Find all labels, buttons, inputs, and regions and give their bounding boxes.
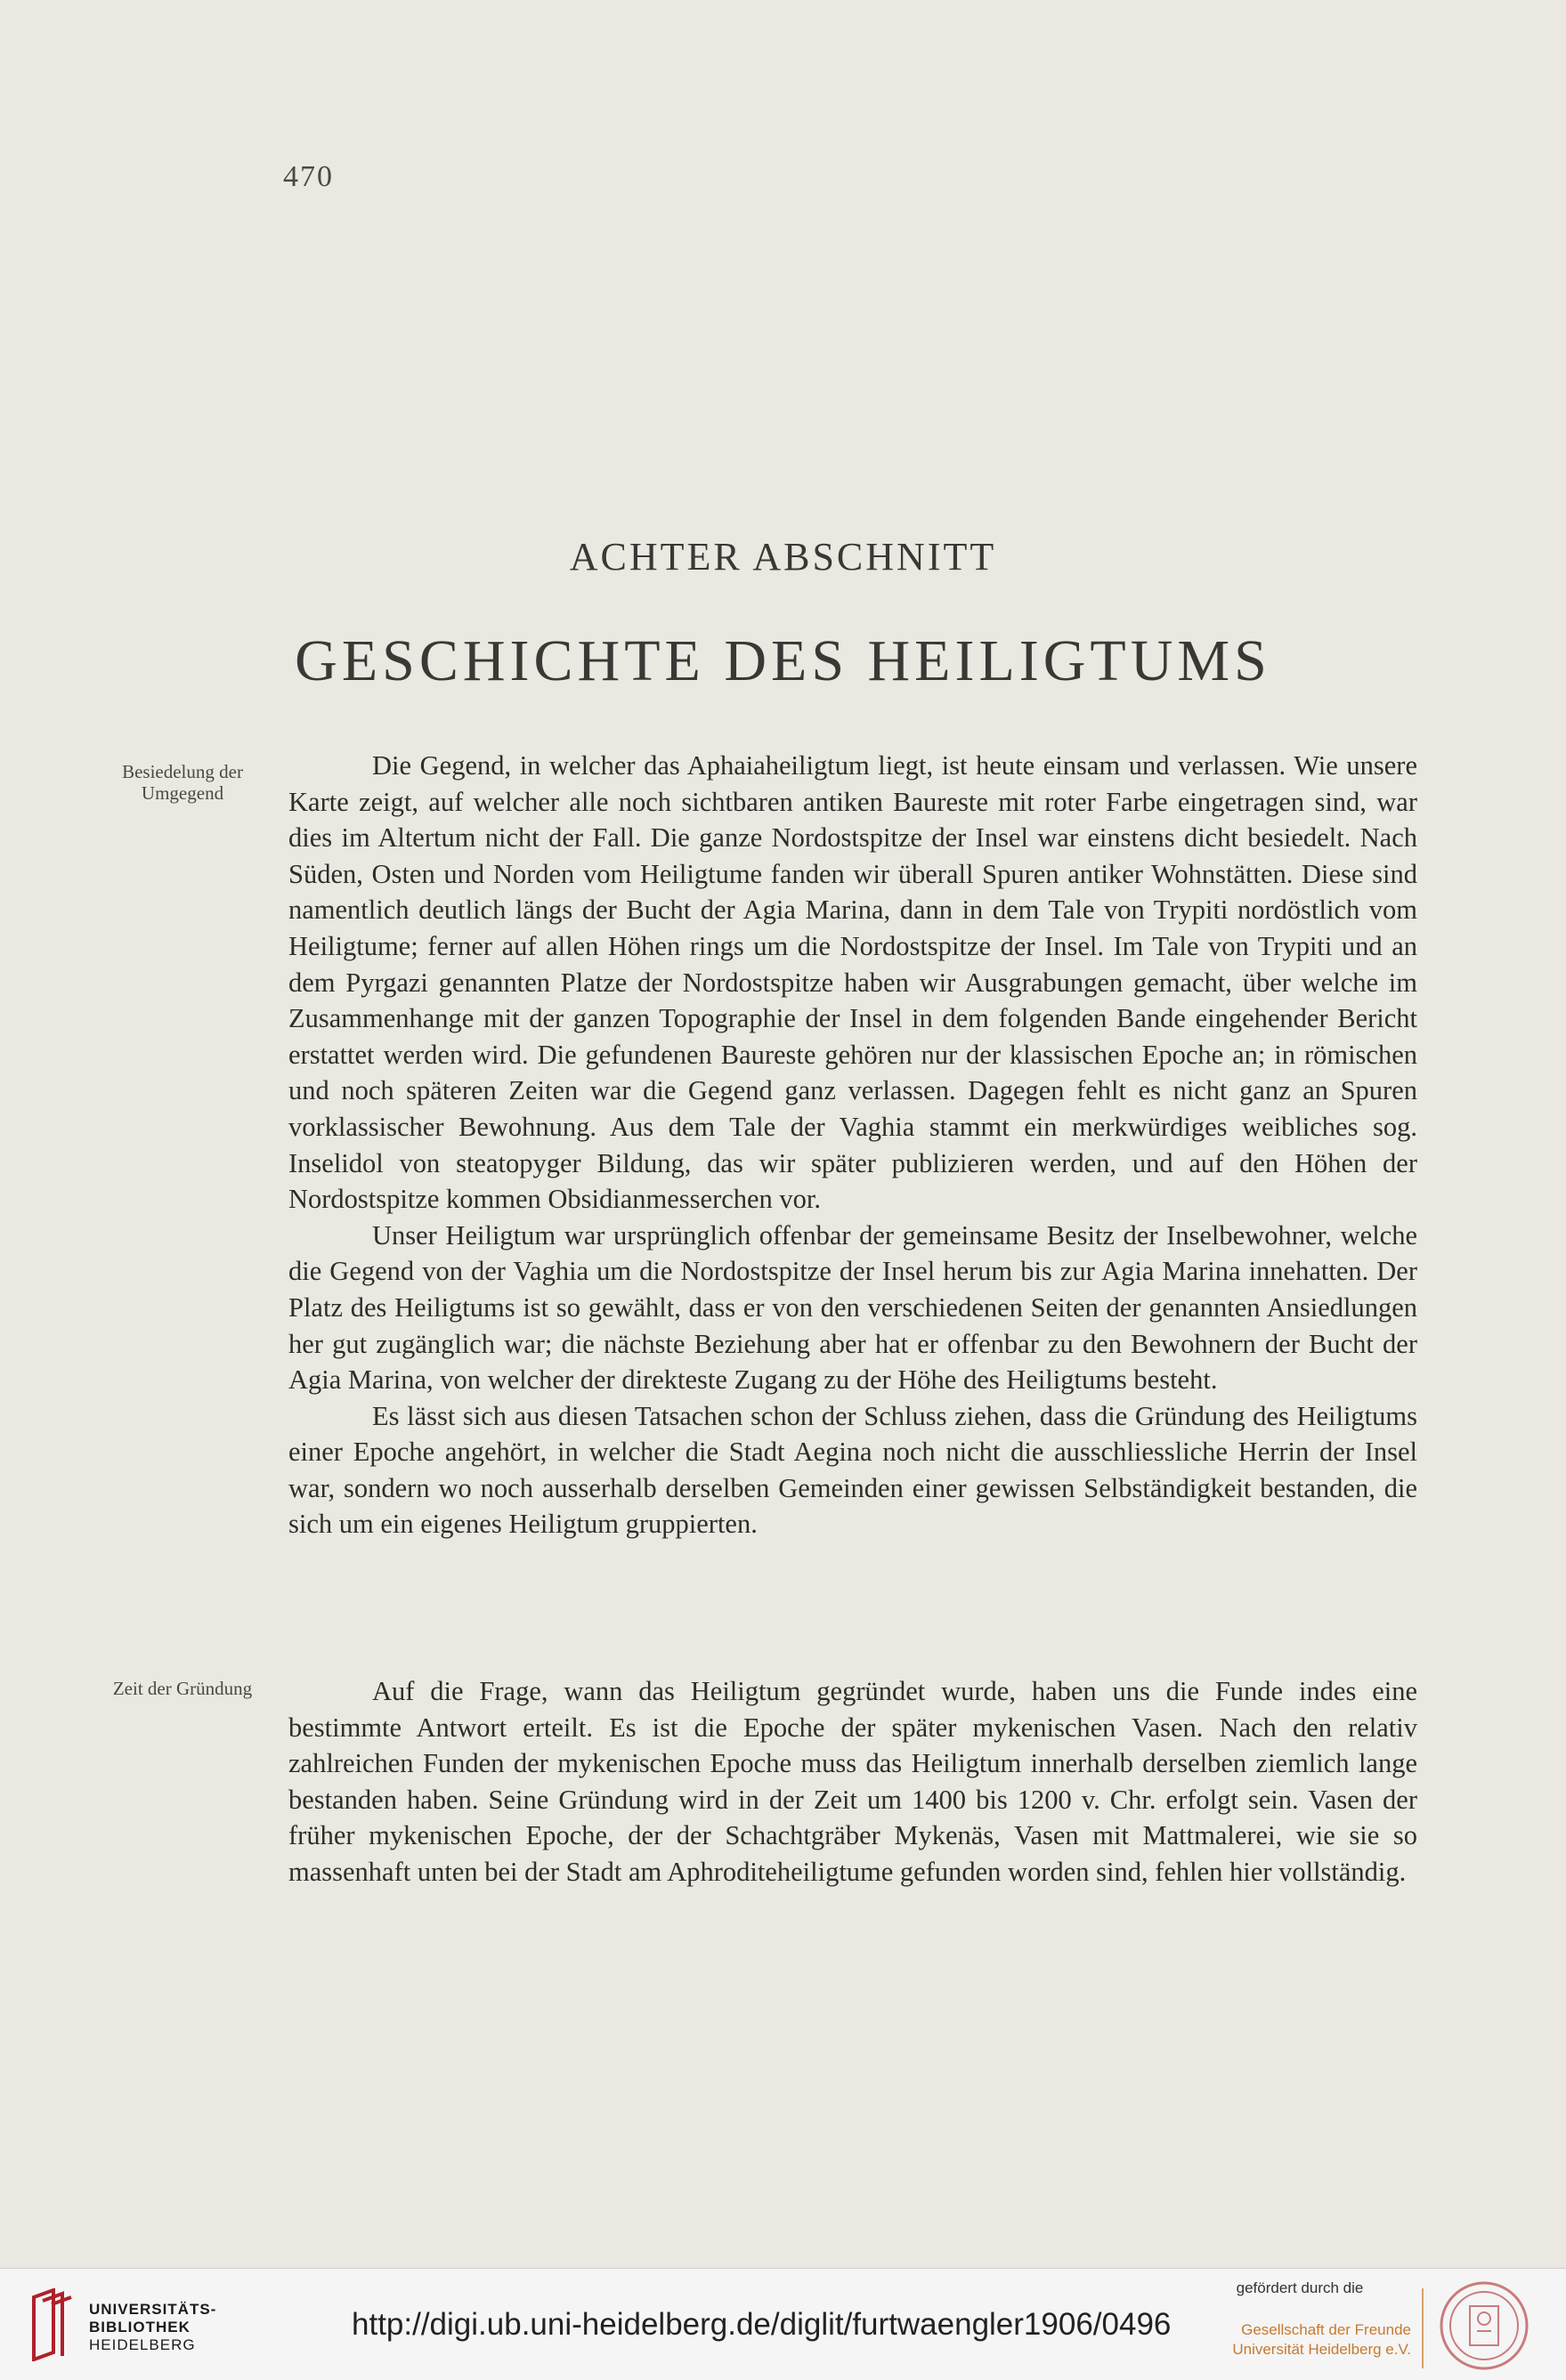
sponsor-name — [1189, 2320, 1411, 2360]
paragraph: Unser Heiligtum war ursprünglich offenbar der gemeinsame Besitz der Inselbewohner, welche die Gegend von der Vaghia um die Nordostspitze der Insel herum bis zur Agia Marina innehatten. Der Platz des Heiligtums ist so gewählt, dass er von den verschiedenen Seiten der genannten Ansiedlungen her gut zugänglich war; die nächste Beziehung aber hat er offenbar zu den Bewohnern der Bucht der Agia Marina, von welcher der direkteste Zugang zu der Höhe des Heiligtums besteht. — [288, 1219, 1417, 1396]
university-seal-icon — [1438, 2279, 1531, 2373]
footer-divider — [1422, 2288, 1424, 2368]
paragraph: Es lässt sich aus diesen Tatsachen schon der Schluss ziehen, dass die Gründung des Heiligtums einer Epoche angehört, in welcher die Stadt Aegina noch nicht die ausschliessliche Herrin der Insel war, sondern wo noch ausserhalb derselben Gemeinden einer gewissen Selbständigkeit bestanden, die sich um ein eigenes Heiligtum gruppierten. — [288, 1400, 1417, 1540]
section-title: GESCHICHTE DES HEILIGTUMS — [295, 628, 1271, 693]
library-logo-icon — [27, 2288, 80, 2361]
paragraph: Auf die Frage, wann das Heiligtum gegründet wurde, haben uns die Funde indes eine bestimmte Antwort erteilt. Es ist die Epoche der später mykenischen Vasen. Nach den relativ zahlreichen Funden der mykenischen Epoche muss das Heiligtum innerhalb derselben ziemlich lange bestanden haben. Seine Gründung wird in der Zeit um 1400 bis 1200 v. Chr. erfolgt sein. Vasen der früher mykenischen Epoche, der der Schachtgräber Mykenäs, Vasen mit Mattmalerei, wie sie so massenhaft unten bei der Stadt am Aphroditeheiligtume gefunden worden sind, fehlen hier vollständig. — [288, 1676, 1417, 1887]
permalink-url[interactable]: http://digi.ub.uni-heidelberg.de/diglit/furtwaengler1906/0496 — [352, 2307, 1172, 2342]
library-name-line: UNIVERSITÄTS- — [89, 2301, 217, 2318]
paragraph: Die Gegend, in welcher das Aphaiaheiligtum liegt, ist heute einsam und verlassen. Wie unsere Karte zeigt, auf welcher alle noch sichtbaren antiken Baureste mit roter Farbe eingetragen sind, war dies im Altertum nicht der Fall. Die ganze Nordostspitze der Insel war einstens dicht besiedelt. Nach Süden, Osten und Norden vom Heiligtume fanden wir überall Spuren antiker Wohnstätten. Diese sind namentlich deutlich längs der Bucht der Agia Marina, dann in dem Tale von Trypiti nordöstlich vom Heiligtume; ferner auf allen Höhen rings um die Nordostspitze der Insel. Im Tale von Trypiti und an dem Pyrgazi genannten Platze der Nordostspitze haben wir Ausgrabungen gemacht, über welche im Zusammenhange mit der ganzen Topographie der Insel in dem folgenden Bande eingehender Bericht erstattet werden wird. Die gefundenen Baureste gehören nur der klassischen Epoche an; in römischen und noch späteren Zeiten war die Gegend ganz verlassen. Dagegen fehlt es nicht ganz an Spuren vorklassischer Bewohnung. Aus dem Tale der Vaghia stammt ein merkwürdiges weibliches sog. Inselidol von steatopyger Bildung, das wir später publizieren werden, und auf den Höhen der Nordostspitze kommen Obsidianmesserchen vor. — [288, 750, 1417, 1215]
library-name-line: HEIDELBERG — [89, 2336, 196, 2353]
body-text-upper — [288, 748, 1417, 1542]
body-text-lower — [288, 1673, 1417, 1890]
sponsor-line: Universität Heidelberg e.V. — [1232, 2341, 1411, 2358]
sponsor-label: gefördert durch die — [1236, 2279, 1364, 2296]
library-name — [89, 2301, 216, 2354]
sponsor-line: Gesellschaft der Freunde — [1241, 2321, 1411, 2338]
margin-note-founding: Zeit der Gründung — [112, 1678, 253, 1699]
margin-note-settlement: Besiedelung der Umgegend — [122, 761, 243, 804]
library-name-line: BIBLIOTHEK — [89, 2319, 191, 2335]
page-number: 470 — [283, 160, 334, 193]
footer-bar — [0, 2268, 1566, 2380]
section-label: ACHTER ABSCHNITT — [569, 535, 997, 579]
